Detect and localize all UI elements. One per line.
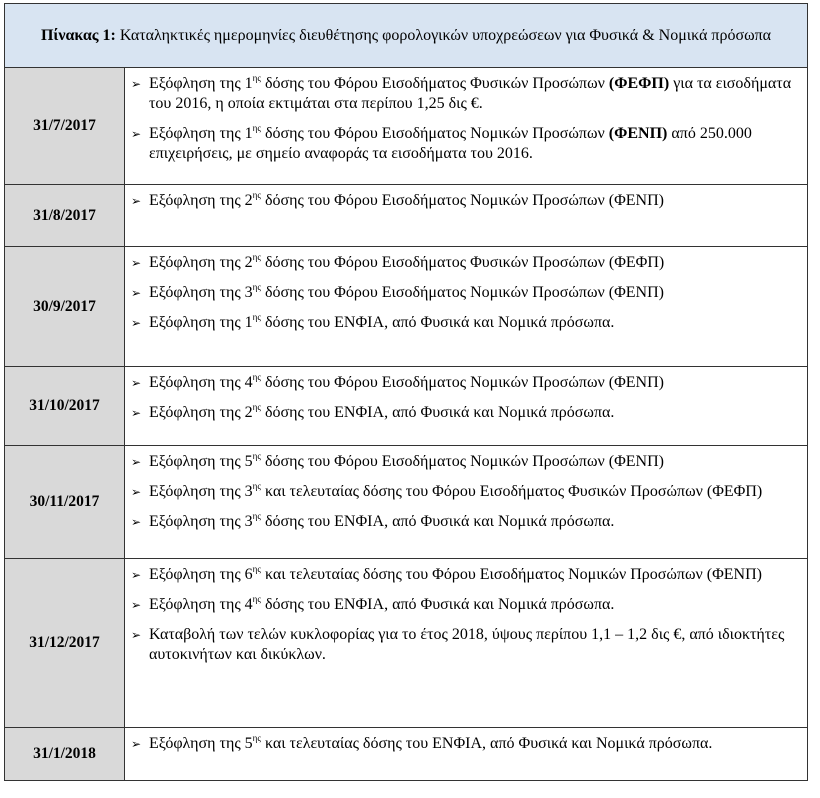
ordinal-suffix: ης	[252, 594, 261, 604]
ordinal-suffix: ης	[252, 252, 261, 262]
table-row	[5, 446, 807, 559]
text-segment: Εξόφληση της 2	[149, 192, 253, 209]
obligations-list	[125, 247, 807, 366]
ordinal-suffix: ης	[252, 564, 261, 574]
table-row	[5, 559, 807, 728]
text-segment: δόσης του ΕΝΦΙΑ, από Φυσικά και Νομικά πρόσωπα.	[260, 596, 615, 613]
obligation-text	[149, 595, 801, 615]
text-segment: Εξόφληση της 1	[149, 75, 253, 92]
obligation-text	[149, 191, 801, 211]
ordinal-suffix: ης	[252, 481, 261, 491]
text-segment: Εξόφληση της 4	[149, 596, 253, 613]
obligation-item	[131, 565, 801, 585]
text-segment: Εξόφληση της 5	[149, 735, 253, 752]
text-segment: και τελευταίας δόσης του Φόρου Εισοδήματος Φυσικών Προσώπων (ΦΕΦΠ)	[260, 483, 763, 500]
obligation-item	[131, 595, 801, 615]
arrow-bullet-icon: ➢	[131, 77, 142, 91]
obligations-list	[125, 446, 807, 558]
text-segment: δόσης του Φόρου Εισοδήματος Νομικών Προσώπων (ΦΕΝΠ)	[260, 374, 664, 391]
text-segment: Εξόφληση της 1	[149, 125, 253, 142]
text-segment: δόσης του ΕΝΦΙΑ, από Φυσικά και Νομικά πρόσωπα.	[260, 513, 615, 530]
ordinal-suffix: ης	[252, 312, 261, 322]
table-row	[5, 367, 807, 446]
deadlines-table	[4, 3, 808, 781]
text-segment: και τελευταίας δόσης του Φόρου Εισοδήματος Νομικών Προσώπων (ΦΕΝΠ)	[260, 566, 762, 583]
table-caption-text: Καταληκτικές ημερομηνίες διευθέτησης φορολογικών υποχρεώσεων για Φυσικά & Νομικά πρόσωπα	[119, 26, 772, 44]
text-segment: για τα εισοδήματα του 2016, η οποία εκτιμάται στα περίπου 1,25 δις €.	[149, 75, 792, 112]
deadline-date: 31/8/2017	[5, 185, 125, 246]
obligation-text	[149, 74, 801, 114]
obligation-item	[131, 253, 801, 273]
obligation-text	[149, 403, 801, 423]
deadline-date: 31/10/2017	[5, 367, 125, 445]
arrow-bullet-icon: ➢	[131, 316, 142, 330]
table-row	[5, 68, 807, 185]
deadline-date: 30/9/2017	[5, 247, 125, 366]
arrow-bullet-icon: ➢	[131, 455, 142, 469]
text-segment: δόσης του Φόρου Εισοδήματος Νομικών Προσώπων (ΦΕΝΠ)	[260, 453, 664, 470]
ordinal-suffix: ης	[252, 282, 261, 292]
arrow-bullet-icon: ➢	[131, 406, 142, 420]
text-segment: δόσης του Φόρου Εισοδήματος Φυσικών Προσώπων	[260, 75, 609, 92]
table-row	[5, 185, 807, 247]
obligations-list	[125, 185, 807, 246]
arrow-bullet-icon: ➢	[131, 515, 142, 529]
tax-abbreviation: (ΦΕΝΠ)	[608, 125, 668, 142]
obligation-item	[131, 734, 801, 754]
table-body	[5, 68, 807, 780]
arrow-bullet-icon: ➢	[131, 376, 142, 390]
text-segment: Εξόφληση της 3	[149, 483, 253, 500]
obligation-text	[149, 734, 801, 754]
obligations-list	[125, 728, 807, 780]
text-segment: δόσης του Φόρου Εισοδήματος Νομικών Προσώπων (ΦΕΝΠ)	[260, 284, 664, 301]
arrow-bullet-icon: ➢	[131, 737, 142, 751]
obligation-text	[149, 283, 801, 303]
text-segment: Καταβολή των τελών κυκλοφορίας για το έτος 2018, ύψους περίπου 1,1 – 1,2 δις €, από ιδιοκτήτες αυτοκινήτων και δικύκλων.	[149, 626, 785, 663]
text-segment: δόσης του Φόρου Εισοδήματος Φυσικών Προσώπων (ΦΕΦΠ)	[260, 254, 665, 271]
obligation-text	[149, 124, 801, 164]
ordinal-suffix: ης	[252, 402, 261, 412]
ordinal-suffix: ης	[252, 372, 261, 382]
arrow-bullet-icon: ➢	[131, 598, 142, 612]
text-segment: δόσης του ΕΝΦΙΑ, από Φυσικά και Νομικά πρόσωπα.	[260, 314, 615, 331]
obligation-item	[131, 191, 801, 211]
text-segment: Εξόφληση της 1	[149, 314, 253, 331]
text-segment: δόσης του Φόρου Εισοδήματος Νομικών Προσώπων (ΦΕΝΠ)	[260, 192, 664, 209]
table-caption	[5, 4, 807, 68]
obligation-item	[131, 124, 801, 164]
text-segment: Εξόφληση της 6	[149, 566, 253, 583]
obligation-item	[131, 403, 801, 423]
obligation-text	[149, 482, 801, 502]
obligation-text	[149, 625, 801, 665]
deadline-date: 31/1/2018	[5, 728, 125, 780]
obligation-text	[149, 452, 801, 472]
ordinal-suffix: ης	[252, 73, 261, 83]
ordinal-suffix: ης	[252, 511, 261, 521]
text-segment: Εξόφληση της 4	[149, 374, 253, 391]
text-segment: και τελευταίας δόσης του ΕΝΦΙΑ, από Φυσικά και Νομικά πρόσωπα.	[260, 735, 713, 752]
obligation-item	[131, 283, 801, 303]
ordinal-suffix: ης	[252, 733, 261, 743]
deadline-date: 31/7/2017	[5, 68, 125, 184]
arrow-bullet-icon: ➢	[131, 256, 142, 270]
ordinal-suffix: ης	[252, 190, 261, 200]
text-segment: από 250.000 επιχειρήσεις, με σημείο αναφοράς τα εισοδήματα του 2016.	[149, 125, 752, 162]
obligation-item	[131, 512, 801, 532]
table-caption-label: Πίνακας 1:	[40, 26, 116, 44]
arrow-bullet-icon: ➢	[131, 194, 142, 208]
deadline-date: 30/11/2017	[5, 446, 125, 558]
obligation-text	[149, 512, 801, 532]
text-segment: Εξόφληση της 2	[149, 254, 253, 271]
obligations-list	[125, 68, 807, 184]
obligation-text	[149, 565, 801, 585]
arrow-bullet-icon: ➢	[131, 485, 142, 499]
arrow-bullet-icon: ➢	[131, 568, 142, 582]
arrow-bullet-icon: ➢	[131, 628, 142, 642]
text-segment: Εξόφληση της 2	[149, 404, 253, 421]
obligations-list	[125, 367, 807, 445]
tax-abbreviation: (ΦΕΦΠ)	[608, 75, 670, 92]
ordinal-suffix: ης	[252, 123, 261, 133]
obligation-item	[131, 482, 801, 502]
text-segment: Εξόφληση της 3	[149, 513, 253, 530]
obligation-item	[131, 452, 801, 472]
obligation-item	[131, 625, 801, 665]
table-row	[5, 728, 807, 780]
obligation-text	[149, 313, 801, 333]
deadline-date: 31/12/2017	[5, 559, 125, 727]
ordinal-suffix: ης	[252, 451, 261, 461]
obligation-item	[131, 373, 801, 393]
text-segment: Εξόφληση της 5	[149, 453, 253, 470]
arrow-bullet-icon: ➢	[131, 127, 142, 141]
obligation-text	[149, 253, 801, 273]
arrow-bullet-icon: ➢	[131, 286, 142, 300]
text-segment: Εξόφληση της 3	[149, 284, 253, 301]
table-row	[5, 247, 807, 367]
obligation-text	[149, 373, 801, 393]
obligations-list	[125, 559, 807, 727]
text-segment: δόσης του ΕΝΦΙΑ, από Φυσικά και Νομικά πρόσωπα.	[260, 404, 615, 421]
text-segment: δόσης του Φόρου Εισοδήματος Νομικών Προσώπων	[260, 125, 609, 142]
obligation-item	[131, 74, 801, 114]
obligation-item	[131, 313, 801, 333]
